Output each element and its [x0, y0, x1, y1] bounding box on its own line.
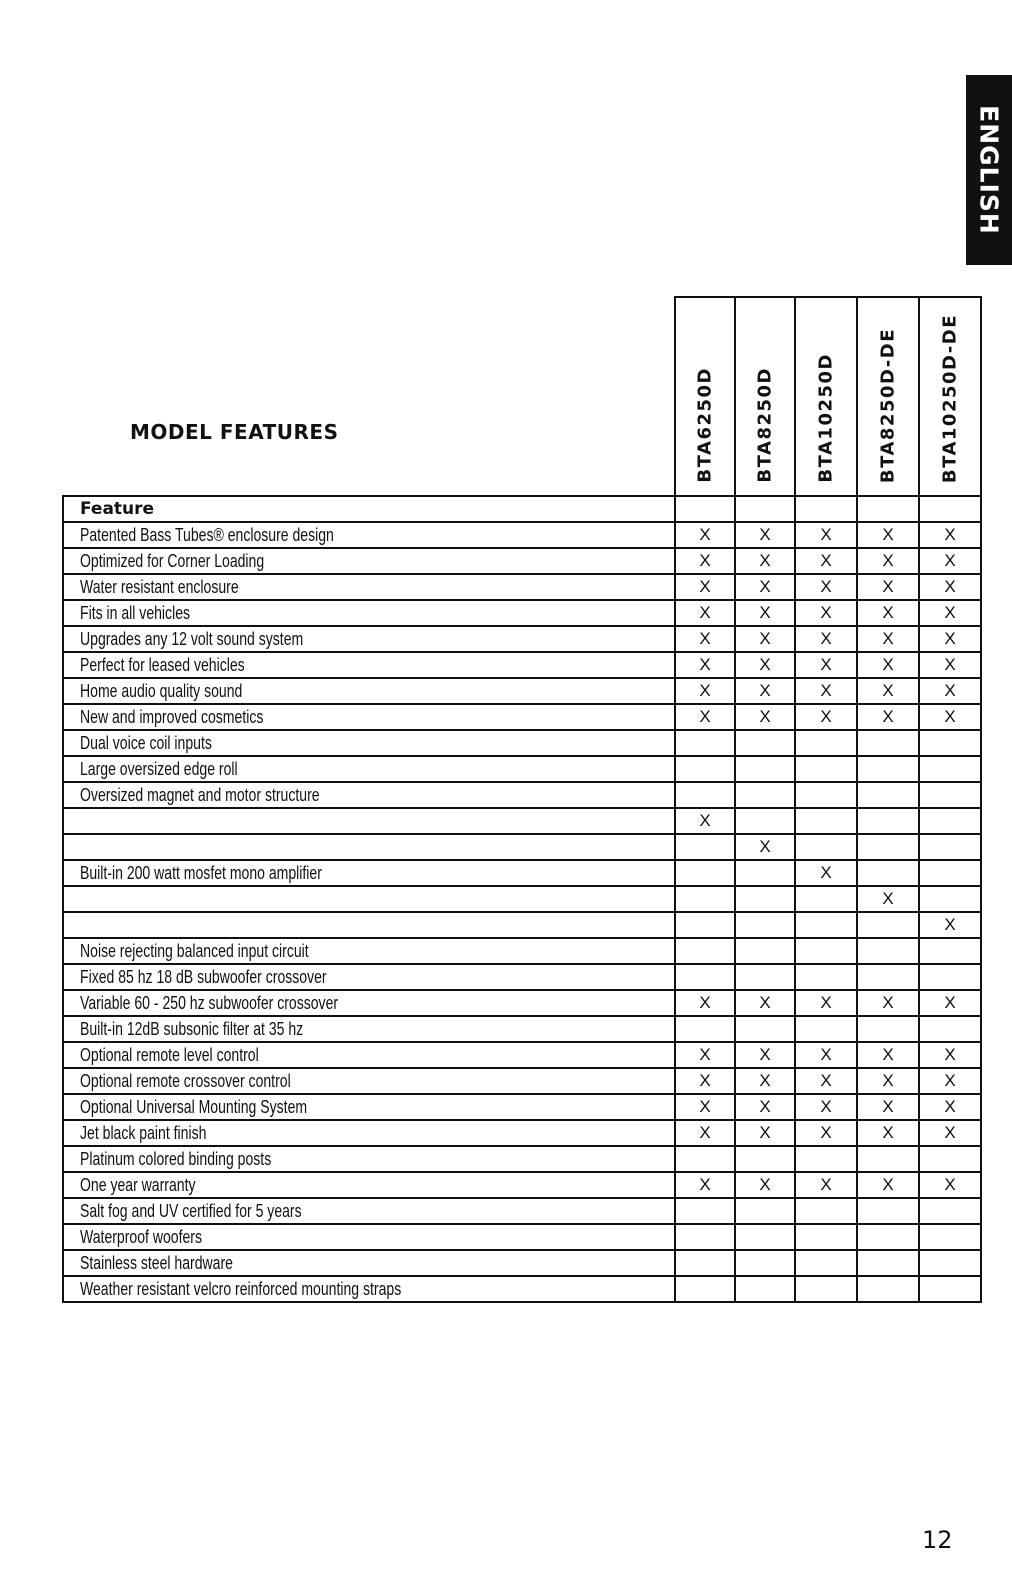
feature-label-cell: [63, 990, 675, 1016]
language-tab-label: ENGLISH: [974, 105, 1004, 235]
feature-label-cell: [63, 1120, 675, 1146]
feature-mark-cell: X: [735, 574, 795, 600]
model-header-row: [63, 297, 981, 496]
feature-label: Variable 60 - 250 hz subwoofer crossover: [80, 992, 339, 1013]
feature-label: One year warranty: [80, 1174, 196, 1195]
feature-row: [63, 886, 981, 912]
feature-column-header-label: Feature: [80, 499, 155, 519]
feature-mark-cell: X: [735, 704, 795, 730]
model-column-header: [795, 297, 857, 496]
feature-mark-cell: X: [857, 1068, 919, 1094]
feature-mark-cell: X: [919, 912, 981, 938]
feature-mark-cell: X: [857, 600, 919, 626]
feature-mark-cell: [857, 730, 919, 756]
feature-label: Optional remote level control: [80, 1044, 259, 1065]
model-column-header: [675, 297, 735, 496]
feature-row: [63, 964, 981, 990]
feature-row: [63, 1276, 981, 1302]
feature-mark-cell: X: [675, 1120, 735, 1146]
feature-label: Large oversized edge roll: [80, 758, 238, 779]
feature-mark-cell: [735, 1146, 795, 1172]
feature-mark-cell: [795, 1224, 857, 1250]
feature-label-cell: [63, 574, 675, 600]
feature-mark-cell: X: [675, 652, 735, 678]
feature-mark-cell: X: [857, 704, 919, 730]
feature-row: [63, 704, 981, 730]
feature-row: [63, 1146, 981, 1172]
feature-mark-cell: X: [735, 1042, 795, 1068]
feature-label-cell: [63, 912, 675, 938]
feature-mark-cell: X: [675, 600, 735, 626]
feature-mark-cell: X: [857, 1042, 919, 1068]
feature-mark-cell: X: [675, 574, 735, 600]
feature-label-cell: [63, 782, 675, 808]
feature-mark-cell: X: [795, 860, 857, 886]
feature-mark-cell: [795, 964, 857, 990]
feature-row: [63, 1224, 981, 1250]
model-name: BTA10250D: [815, 353, 837, 483]
feature-label: Stainless steel hardware: [80, 1252, 233, 1273]
feature-mark-cell: [919, 1146, 981, 1172]
empty-cell: [675, 496, 735, 522]
feature-row: [63, 1198, 981, 1224]
feature-label: Home audio quality sound: [80, 680, 243, 701]
feature-label-cell: [63, 860, 675, 886]
empty-cell: [795, 496, 857, 522]
feature-mark-cell: X: [675, 548, 735, 574]
feature-label: Upgrades any 12 volt sound system: [80, 628, 304, 649]
feature-label: Weather resistant velcro reinforced mounting straps: [80, 1278, 402, 1299]
feature-label-cell: [63, 1068, 675, 1094]
feature-mark-cell: X: [857, 574, 919, 600]
feature-row: [63, 834, 981, 860]
feature-mark-cell: [675, 912, 735, 938]
feature-label: Built-in 200 watt mosfet mono amplifier: [80, 862, 322, 883]
feature-mark-cell: X: [675, 704, 735, 730]
feature-mark-cell: X: [795, 600, 857, 626]
feature-row: [63, 990, 981, 1016]
feature-mark-cell: [675, 756, 735, 782]
feature-mark-cell: X: [795, 1068, 857, 1094]
feature-mark-cell: X: [675, 1094, 735, 1120]
feature-mark-cell: [795, 886, 857, 912]
feature-mark-cell: [735, 860, 795, 886]
feature-mark-cell: [857, 860, 919, 886]
model-features-table: [62, 296, 982, 1303]
feature-mark-cell: [795, 1276, 857, 1302]
model-name: BTA8250D: [754, 367, 776, 483]
feature-mark-cell: [735, 1198, 795, 1224]
feature-label: Oversized magnet and motor structure: [80, 784, 320, 805]
feature-row: [63, 756, 981, 782]
feature-mark-cell: [919, 730, 981, 756]
feature-mark-cell: X: [919, 522, 981, 548]
feature-label-cell: [63, 652, 675, 678]
feature-row: [63, 860, 981, 886]
feature-mark-cell: X: [795, 678, 857, 704]
feature-mark-cell: X: [795, 1094, 857, 1120]
model-name: BTA10250D-DE: [939, 313, 961, 483]
feature-row: [63, 626, 981, 652]
feature-label-cell: [63, 834, 675, 860]
feature-label: Salt fog and UV certified for 5 years: [80, 1200, 302, 1221]
feature-mark-cell: X: [735, 626, 795, 652]
feature-label-cell: [63, 626, 675, 652]
feature-mark-cell: X: [675, 1042, 735, 1068]
feature-mark-cell: X: [857, 1172, 919, 1198]
feature-mark-cell: [857, 782, 919, 808]
feature-mark-cell: [675, 1198, 735, 1224]
feature-label: Perfect for leased vehicles: [80, 654, 245, 675]
feature-mark-cell: X: [857, 1120, 919, 1146]
feature-mark-cell: X: [675, 678, 735, 704]
feature-mark-cell: X: [735, 1172, 795, 1198]
feature-mark-cell: X: [795, 652, 857, 678]
feature-mark-cell: [919, 938, 981, 964]
feature-label-cell: [63, 1146, 675, 1172]
feature-mark-cell: [735, 756, 795, 782]
feature-mark-cell: [675, 730, 735, 756]
feature-label-cell: [63, 1224, 675, 1250]
feature-mark-cell: [795, 1016, 857, 1042]
model-column-header: [857, 297, 919, 496]
feature-label-cell: [63, 808, 675, 834]
feature-mark-cell: [675, 1016, 735, 1042]
feature-label-cell: [63, 600, 675, 626]
feature-row: [63, 1042, 981, 1068]
empty-cell: [919, 496, 981, 522]
feature-mark-cell: [857, 1224, 919, 1250]
feature-label: Optimized for Corner Loading: [80, 550, 265, 571]
feature-mark-cell: [857, 1016, 919, 1042]
feature-mark-cell: [857, 756, 919, 782]
feature-mark-cell: X: [795, 1042, 857, 1068]
feature-mark-cell: [675, 1276, 735, 1302]
feature-mark-cell: [795, 1198, 857, 1224]
feature-mark-cell: [735, 938, 795, 964]
model-name: BTA8250D-DE: [877, 327, 899, 483]
feature-mark-cell: [795, 1250, 857, 1276]
feature-mark-cell: X: [675, 1068, 735, 1094]
feature-row: [63, 730, 981, 756]
header-spacer: [63, 297, 675, 496]
feature-mark-cell: [919, 808, 981, 834]
feature-mark-cell: X: [735, 522, 795, 548]
feature-mark-cell: X: [919, 626, 981, 652]
feature-label-cell: [63, 938, 675, 964]
feature-row: [63, 912, 981, 938]
feature-label: Dual voice coil inputs: [80, 732, 212, 753]
feature-mark-cell: X: [795, 1120, 857, 1146]
feature-label-cell: [63, 1250, 675, 1276]
feature-mark-cell: [919, 782, 981, 808]
section-title: MODEL FEATURES: [130, 420, 339, 444]
feature-label: New and improved cosmetics: [80, 706, 264, 727]
feature-mark-cell: X: [735, 652, 795, 678]
feature-row: [63, 522, 981, 548]
feature-row: [63, 574, 981, 600]
feature-row: [63, 652, 981, 678]
feature-label: Fixed 85 hz 18 dB subwoofer crossover: [80, 966, 327, 987]
model-column-header: [919, 297, 981, 496]
feature-label-cell: [63, 1276, 675, 1302]
feature-mark-cell: X: [919, 548, 981, 574]
feature-label: Optional remote crossover control: [80, 1070, 291, 1091]
feature-mark-cell: X: [735, 548, 795, 574]
feature-mark-cell: X: [795, 626, 857, 652]
feature-mark-cell: [795, 808, 857, 834]
feature-mark-cell: X: [857, 678, 919, 704]
feature-row: [63, 1094, 981, 1120]
feature-mark-cell: X: [919, 1120, 981, 1146]
feature-mark-cell: X: [735, 1094, 795, 1120]
feature-mark-cell: [795, 834, 857, 860]
feature-row: [63, 1250, 981, 1276]
feature-mark-cell: [795, 912, 857, 938]
feature-mark-cell: [735, 782, 795, 808]
feature-column-header: [63, 496, 675, 522]
feature-mark-cell: [919, 886, 981, 912]
feature-label-cell: [63, 1042, 675, 1068]
feature-row: [63, 678, 981, 704]
feature-mark-cell: X: [919, 1042, 981, 1068]
feature-row: [63, 1172, 981, 1198]
feature-mark-cell: [735, 730, 795, 756]
feature-label: Water resistant enclosure: [80, 576, 239, 597]
feature-mark-cell: [919, 834, 981, 860]
feature-mark-cell: [735, 886, 795, 912]
feature-mark-cell: X: [675, 626, 735, 652]
feature-mark-cell: [735, 1016, 795, 1042]
feature-label-cell: [63, 678, 675, 704]
feature-label: Optional Universal Mounting System: [80, 1096, 308, 1117]
feature-mark-cell: X: [795, 574, 857, 600]
feature-row: [63, 938, 981, 964]
feature-mark-cell: X: [795, 704, 857, 730]
feature-mark-cell: X: [857, 626, 919, 652]
feature-label-cell: [63, 730, 675, 756]
feature-mark-cell: [675, 964, 735, 990]
feature-mark-cell: [857, 964, 919, 990]
feature-row: [63, 1120, 981, 1146]
feature-mark-cell: [735, 808, 795, 834]
feature-mark-cell: [919, 860, 981, 886]
page-number: 12: [922, 1526, 953, 1554]
feature-mark-cell: [675, 782, 735, 808]
feature-mark-cell: [675, 860, 735, 886]
feature-mark-cell: X: [795, 548, 857, 574]
feature-mark-cell: [919, 1016, 981, 1042]
feature-label: Noise rejecting balanced input circuit: [80, 940, 309, 961]
feature-mark-cell: [919, 1276, 981, 1302]
feature-mark-cell: [857, 834, 919, 860]
feature-mark-cell: X: [919, 704, 981, 730]
feature-mark-cell: [735, 1250, 795, 1276]
feature-mark-cell: X: [675, 808, 735, 834]
feature-label-cell: [63, 1172, 675, 1198]
feature-mark-cell: [735, 964, 795, 990]
feature-mark-cell: [919, 1224, 981, 1250]
feature-mark-cell: X: [919, 678, 981, 704]
feature-mark-cell: [857, 1250, 919, 1276]
feature-mark-cell: X: [795, 990, 857, 1016]
feature-label-cell: [63, 1016, 675, 1042]
feature-mark-cell: X: [919, 1172, 981, 1198]
feature-mark-cell: [919, 1250, 981, 1276]
feature-mark-cell: X: [919, 1094, 981, 1120]
feature-mark-cell: X: [735, 1120, 795, 1146]
feature-mark-cell: X: [675, 1172, 735, 1198]
feature-mark-cell: [795, 938, 857, 964]
feature-label-cell: [63, 964, 675, 990]
feature-mark-cell: [919, 964, 981, 990]
feature-mark-cell: [735, 1276, 795, 1302]
model-column-header: [735, 297, 795, 496]
feature-label-cell: [63, 886, 675, 912]
feature-mark-cell: [919, 756, 981, 782]
feature-mark-cell: [857, 808, 919, 834]
feature-row: [63, 782, 981, 808]
feature-row: [63, 548, 981, 574]
feature-mark-cell: [857, 912, 919, 938]
feature-label-cell: [63, 704, 675, 730]
feature-label: Built-in 12dB subsonic filter at 35 hz: [80, 1018, 304, 1039]
feature-row: [63, 1016, 981, 1042]
language-tab: [966, 75, 1012, 265]
feature-mark-cell: X: [735, 600, 795, 626]
feature-mark-cell: [857, 1276, 919, 1302]
feature-mark-cell: X: [735, 990, 795, 1016]
feature-mark-cell: [675, 834, 735, 860]
feature-mark-cell: [919, 1198, 981, 1224]
feature-label: Platinum colored binding posts: [80, 1148, 272, 1169]
empty-cell: [857, 496, 919, 522]
feature-mark-cell: X: [675, 522, 735, 548]
feature-mark-cell: X: [919, 1068, 981, 1094]
feature-mark-cell: [675, 1146, 735, 1172]
feature-mark-cell: X: [919, 574, 981, 600]
feature-mark-cell: [675, 1250, 735, 1276]
feature-mark-cell: X: [735, 1068, 795, 1094]
feature-mark-cell: [735, 912, 795, 938]
feature-mark-cell: X: [675, 990, 735, 1016]
feature-label-cell: [63, 548, 675, 574]
feature-mark-cell: [857, 1198, 919, 1224]
feature-label-cell: [63, 756, 675, 782]
feature-mark-cell: [795, 756, 857, 782]
feature-header-row: [63, 496, 981, 522]
model-name: BTA6250D: [694, 367, 716, 483]
feature-mark-cell: X: [857, 522, 919, 548]
feature-mark-cell: [675, 1224, 735, 1250]
feature-label: Waterproof woofers: [80, 1226, 202, 1247]
feature-mark-cell: [795, 730, 857, 756]
feature-label: Fits in all vehicles: [80, 602, 191, 623]
feature-row: [63, 808, 981, 834]
feature-mark-cell: X: [919, 600, 981, 626]
feature-mark-cell: X: [795, 522, 857, 548]
feature-mark-cell: X: [857, 990, 919, 1016]
feature-mark-cell: X: [857, 652, 919, 678]
feature-mark-cell: X: [857, 548, 919, 574]
feature-mark-cell: X: [919, 652, 981, 678]
feature-mark-cell: X: [795, 1172, 857, 1198]
feature-mark-cell: [857, 938, 919, 964]
feature-label-cell: [63, 522, 675, 548]
feature-mark-cell: [675, 886, 735, 912]
feature-label-cell: [63, 1198, 675, 1224]
feature-mark-cell: [675, 938, 735, 964]
feature-mark-cell: [795, 1146, 857, 1172]
empty-cell: [735, 496, 795, 522]
feature-mark-cell: [857, 1146, 919, 1172]
feature-mark-cell: [735, 1224, 795, 1250]
feature-label: Jet black paint finish: [80, 1122, 207, 1143]
feature-row: [63, 600, 981, 626]
feature-mark-cell: [795, 782, 857, 808]
feature-mark-cell: X: [919, 990, 981, 1016]
feature-mark-cell: X: [735, 834, 795, 860]
feature-label: Patented Bass Tubes® enclosure design: [80, 524, 334, 545]
feature-mark-cell: X: [857, 1094, 919, 1120]
feature-label-cell: [63, 1094, 675, 1120]
feature-mark-cell: X: [857, 886, 919, 912]
feature-row: [63, 1068, 981, 1094]
feature-mark-cell: X: [735, 678, 795, 704]
